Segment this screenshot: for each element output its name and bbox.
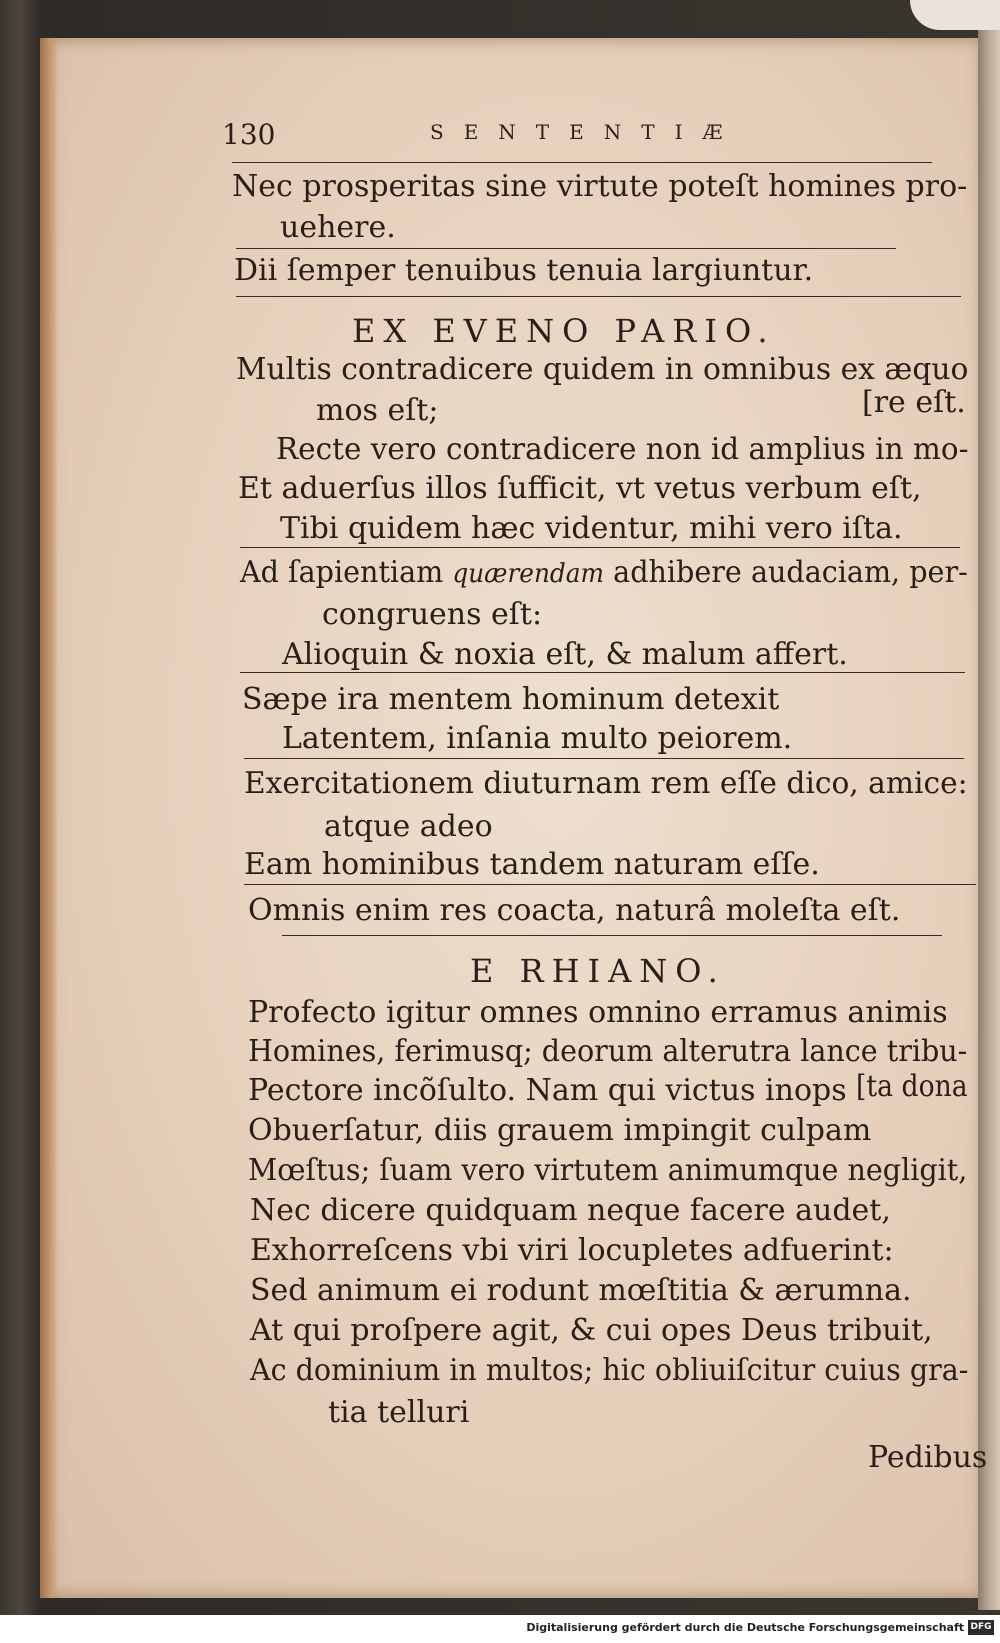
dfg-logo: DFG [968, 1620, 994, 1635]
text-line: Ac dominium in multos; hic obliuiſcitur cuius gra- [250, 1353, 969, 1388]
text-line: Sed animum ei rodunt mœſtitia & ærumna. [250, 1273, 912, 1308]
text-line: Nec prosperitas sine virtute poteſt homines pro- [232, 169, 968, 204]
italic-word: quærendam [452, 559, 605, 589]
section-rule [282, 935, 942, 936]
text-line: uehere. [280, 210, 396, 245]
text-line: atque adeo [324, 809, 493, 844]
text-line: Tibi quidem hæc videntur, mihi vero iſta. [280, 511, 903, 546]
section-rule [244, 758, 964, 759]
text-line: Obuerſatur, diis grauem impingit culpam [248, 1113, 872, 1148]
text-line: Homines, ferimusq; deorum alterutra lance tribu- [248, 1034, 968, 1069]
section-rule [244, 884, 976, 885]
section-rule [240, 672, 965, 673]
page-gutter [40, 38, 58, 1598]
text-segment: adhibere audaciam, per- [613, 555, 968, 590]
text-line: Exhorreſcens vbi viri locupletes adfuerint: [250, 1233, 894, 1268]
text-line: Sæpe ira mentem hominum detexit [242, 682, 780, 717]
footer-credit: Digitalisierung gefördert durch die Deutsche Forschungsgemeinschaft [526, 1621, 964, 1634]
text-line: Omnis enim res coacta, naturâ moleſta eſt. [248, 893, 901, 928]
text-line: Dii ſemper tenuibus tenuia largiuntur. [234, 253, 814, 288]
text-line: At qui proſpere agit, & cui opes Deus tribuit, [250, 1313, 933, 1348]
text-line: Recte vero contradicere non id amplius in mo- [276, 432, 969, 467]
section-rule [240, 547, 960, 548]
text-line: Exercitationem diuturnam rem eſſe dico, amice: [244, 766, 968, 801]
page-edge [978, 0, 1000, 1610]
text-line: mos eſt; [316, 393, 439, 428]
text-line: Mœſtus; ſuam vero virtutem animumque negligit, [248, 1153, 968, 1188]
section-heading: EX EVENO PARIO. [352, 312, 776, 350]
text-line: congruens eſt: [322, 597, 543, 632]
text-line: Alioquin & noxia eſt, & malum affert. [282, 637, 848, 672]
text-line: Pectore incõſulto. Nam qui victus inops [248, 1073, 847, 1108]
running-head: SENTENTIÆ [430, 120, 743, 144]
text-line: Latentem, inſania multo peiorem. [282, 721, 793, 756]
section-rule [236, 248, 896, 249]
catchword: Pedibus [868, 1440, 988, 1475]
text-line: Profecto igitur omnes omnino erramus animis [248, 995, 948, 1030]
text-line: Nec dicere quidquam neque facere audet, [250, 1193, 891, 1228]
section-rule [236, 296, 961, 297]
page-corner [910, 0, 1000, 30]
text-line-turnover: [re eſt. [862, 385, 966, 420]
text-line [240, 555, 968, 590]
header-rule [232, 162, 932, 163]
text-line-turnover: [ta dona [856, 1069, 968, 1104]
page-number: 130 [222, 118, 276, 151]
text-line: Eam hominibus tandem naturam eſſe. [244, 847, 820, 882]
text-line: Multis contradicere quidem in omnibus ex æquo [236, 352, 969, 387]
text-line: Et aduerſus illos ſufficit, vt vetus verbum eſt, [238, 471, 922, 506]
text-line: tia telluri [328, 1395, 470, 1430]
section-heading: E RHIANO. [470, 952, 726, 990]
text-segment: Ad ſapientiam [240, 555, 444, 590]
